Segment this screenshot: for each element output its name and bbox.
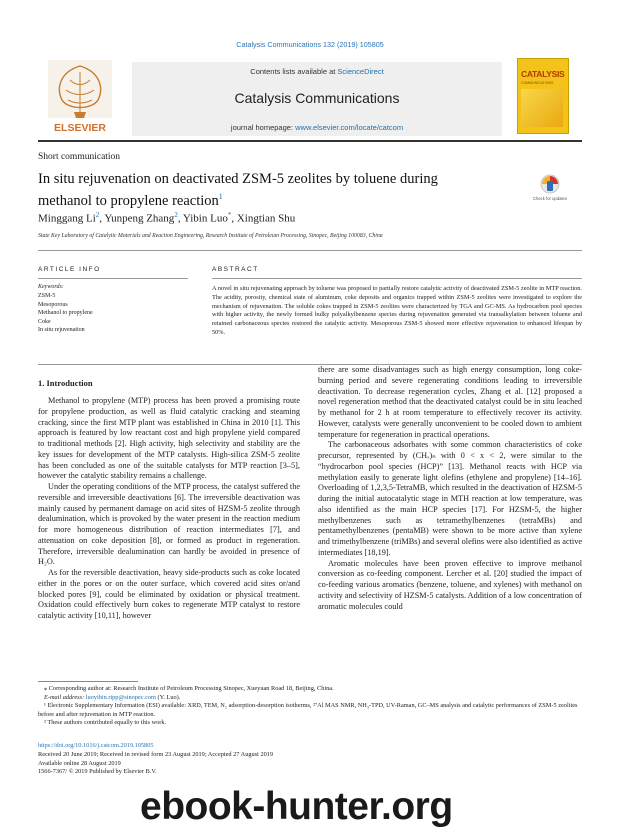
corresponding-author-mark[interactable]: * xyxy=(227,211,232,219)
contents-prefix: Contents lists available at xyxy=(250,67,338,76)
email-footnote xyxy=(38,694,582,703)
crossmark-icon[interactable] xyxy=(530,173,570,205)
body-column-left xyxy=(38,396,300,622)
body-paragraph: Under the operating conditions of the MTP process, the catalyst suffered the reversible and irreversible deactivations [6]. The irreversible deactivation was mainly caused by permanent damage on acid sites of HZSM-5 zeolite through dealumination, which is provoked by the water present in the reaction medium for more homogeneous distribution of reaction intermediates [7], and attenuation on coke deposition [8], or formed as product in regeneration. Therefore, irreversible dealumination can hardly be avoided in presence of H₂O. xyxy=(38,482,300,567)
equal-contribution-footnote: ² These authors contributed equally to this work. xyxy=(44,719,167,727)
contents-lists xyxy=(132,67,502,76)
available-online: Available online 28 August 2019 xyxy=(38,759,121,767)
body-paragraph: As for the reversible deactivation, heavy side-products such as coke located either in the pores or on the outer surface, which covered acid sites or/and blocked pores [9], could be eliminated by oxidation or physical treatment. Oxidation could effectively burn cokes to regenerate MTP catalyst to restore catalytic activity [10,11], however xyxy=(38,568,300,620)
journal-name: Catalysis Communications xyxy=(234,90,400,106)
keyword: In situ rejuvenation xyxy=(38,327,85,334)
body-paragraph: there are some disadvantages such as high energy consumption, long coke-burning period and severe regenerating conditions leading to irreversible deactivation. To decrease regeneration cycles, Zhang et al. [12] proposed a novel regeneration method that the deactivated catalyst could be in situ leached by methanol for 2 h at room temperature to effectively recover its activity. However, catalysts were generally unconvenient to be cooled down to ambient temperature for regeneration in practical operations. xyxy=(318,365,582,439)
section-heading: 1. Introduction xyxy=(38,378,93,388)
esi-footnote: ¹ Electronic Supplementary Information (ESI) available: XRD, TEM, N₂ adsorption-desorption isotherms, ²⁷Al MAS NMR, NH₃-TPD, UV-Raman, GC–MS analysis and catalytic performances of ZSM-5 zeolites before and after rejuvenation in MTP reaction. xyxy=(38,702,578,718)
cover-artwork xyxy=(521,89,563,127)
divider xyxy=(38,250,582,251)
abstract-text: A novel in situ rejuvenating approach by toluene was proposed to partially restore catalytic activity of deactivated ZSM-5 zeolite in MTP reaction. The acidity, porosity, chemical state of aluminum, coke deposits and organics trapped within ZSM-5 zeolites were investigated to explore the mechanism of rejuvenation. The soluble cokes trapped in ZSM-5 zeolites were characterized by TGA and GC-MS. As hydrocarbon pool species with higher activity, the newly formed bulky polyalkylbenzene species during rejuvenation generated via transalkylation between toluene and retained carbonaceous species restored the catalytic activity. Mesoporous ZSM-5 showed more effective rejuvenation to enhanced lifespan by 50%. xyxy=(212,285,582,336)
author-name[interactable]: Xingtian Shu xyxy=(236,212,296,225)
author-footnote-mark[interactable]: 2 xyxy=(95,211,100,219)
publisher-wordmark: ELSEVIER xyxy=(54,122,106,134)
abstract-heading: ABSTRACT xyxy=(212,266,259,273)
corresponding-footnote: ⁎ Corresponding author at: Research Institute of Petroleum Processing Sinopec, Xueyuan Road 18, Beijing, China. xyxy=(44,685,334,692)
author-footnote-mark[interactable]: 2 xyxy=(174,211,178,219)
keywords-label: Keywords: xyxy=(38,284,64,290)
publication-dates xyxy=(38,751,273,777)
copyright: 1566-7367/ © 2019 Published by Elsevier B.V. xyxy=(38,768,157,776)
title-footnote-mark[interactable]: 1 xyxy=(218,192,223,201)
cover-title: CATALYSIS xyxy=(521,69,565,79)
keyword: ZSM-5 xyxy=(38,293,56,299)
article-info-heading: ARTICLE INFO xyxy=(38,266,101,273)
homepage-link[interactable]: www.elsevier.com/locate/catcom xyxy=(295,123,404,132)
divider xyxy=(38,278,188,279)
author-name[interactable]: Minggang Li xyxy=(38,212,96,225)
header-rule xyxy=(38,140,582,142)
author-name[interactable]: Yibin Luo xyxy=(182,212,228,225)
divider xyxy=(212,278,582,279)
footnote-rule xyxy=(38,681,138,682)
keyword: Mesoporous xyxy=(38,301,68,308)
keyword: Methanol to propylene xyxy=(38,310,93,317)
affiliation: State Key Laboratory of Catalytic Materials and Reaction Engineering, Research Institute of Petroleum Processing, Sinopec, Beijing 100083, China xyxy=(38,233,383,239)
journal-citation[interactable]: Catalysis Communications 132 (2019) 105805 xyxy=(236,40,384,49)
article-title-text: In situ rejuvenation on deactivated ZSM-5 zeolites by toluene during methanol to propylene reaction xyxy=(38,171,438,209)
sciencedirect-link[interactable]: ScienceDirect xyxy=(337,67,384,76)
body-column-right xyxy=(318,365,582,612)
body-paragraph: The carbonaceous adsorbates with some common characteristics of coke precursor, represented by (CHₓ)ₙ with 0 < x < 2, were similar to the “hydrocarbon pool species (HCP)” [13]. Methanol reacts with HCP via methylation easily to generate light olefins (ethylene and propylene) [14–16]. Overloading of 1,2,3,5-TetraMB, which resulted in the deactivation of HZSM-5 during the initial autocatalytic stage in MTH reaction at low temperature, was also identified as the main HCP species [17]. For HZSM-5, the higher methylbenzenes such as tetramethylbenzenes (tetraMBs) and pentamethylbenzenes (pentaMB) were shown to be more active than xylene and trimethylbenzene (triMBs) and several olefins were also identified as active intermediates [18,19]. xyxy=(318,440,582,557)
article-type: Short communication xyxy=(38,152,121,162)
journal-cover-thumbnail[interactable] xyxy=(517,58,569,134)
elsevier-logo xyxy=(40,58,120,136)
email-link[interactable]: luoyibin.ripp@sinopec.com xyxy=(85,693,156,701)
keyword: Coke xyxy=(38,318,51,325)
watermark: ebook-hunter.org xyxy=(140,785,453,828)
received-dates: Received 20 June 2019; Received in revised form 23 August 2019; Accepted 27 August 2019 xyxy=(38,751,274,758)
body-paragraph: Aromatic molecules have been proven effective to improve methanol conversion as co-feeding component. Lercher et al. [20] studied the impact of co-feeding various aromatics (benzene, toluene, and xylenes) with methanol on activity and selectivity of HZSM-5 catalysts. Addition of a low concentration of aromatic molecules could xyxy=(318,558,582,611)
article-title xyxy=(38,170,478,210)
body-paragraph: Methanol to propylene (MTP) process has been proved a promising route for propylene production, as well as fluid catalytic cracking and steaming cracking, since the first MTP plant was established in China in 2010 [1]. This approach is featured by low reactant cost and high propylene yield compared to traditional methods [2]. High activity, high selectivity and stability are the key issues for development of the MTP catalysts. High-silica ZSM-5 zeolite has been concluded as one of the suitable catalysts for MTP reaction [3–5], however the catalytic stability remains a challenge. xyxy=(38,396,300,481)
homepage-prefix: journal homepage: xyxy=(230,123,296,132)
keyword-list xyxy=(38,292,93,335)
cover-subtitle: COMMUNICATIONS xyxy=(521,81,554,85)
footnotes xyxy=(38,685,582,728)
journal-masthead xyxy=(132,62,502,136)
doi-link[interactable]: https://doi.org/10.1016/j.catcom.2019.105805 xyxy=(38,742,154,749)
author-list: Minggang Li$^2$, Yunpeng Zhang$^2$, Yibin Luo*, Xingtian Shu xyxy=(38,211,296,225)
email-label: E-mail address: xyxy=(44,693,86,701)
journal-homepage xyxy=(132,123,502,132)
email-suffix: (Y. Luo). xyxy=(155,693,181,701)
crossmark-label: Check for updates xyxy=(533,196,567,201)
author-name[interactable]: Yunpeng Zhang xyxy=(104,212,175,225)
